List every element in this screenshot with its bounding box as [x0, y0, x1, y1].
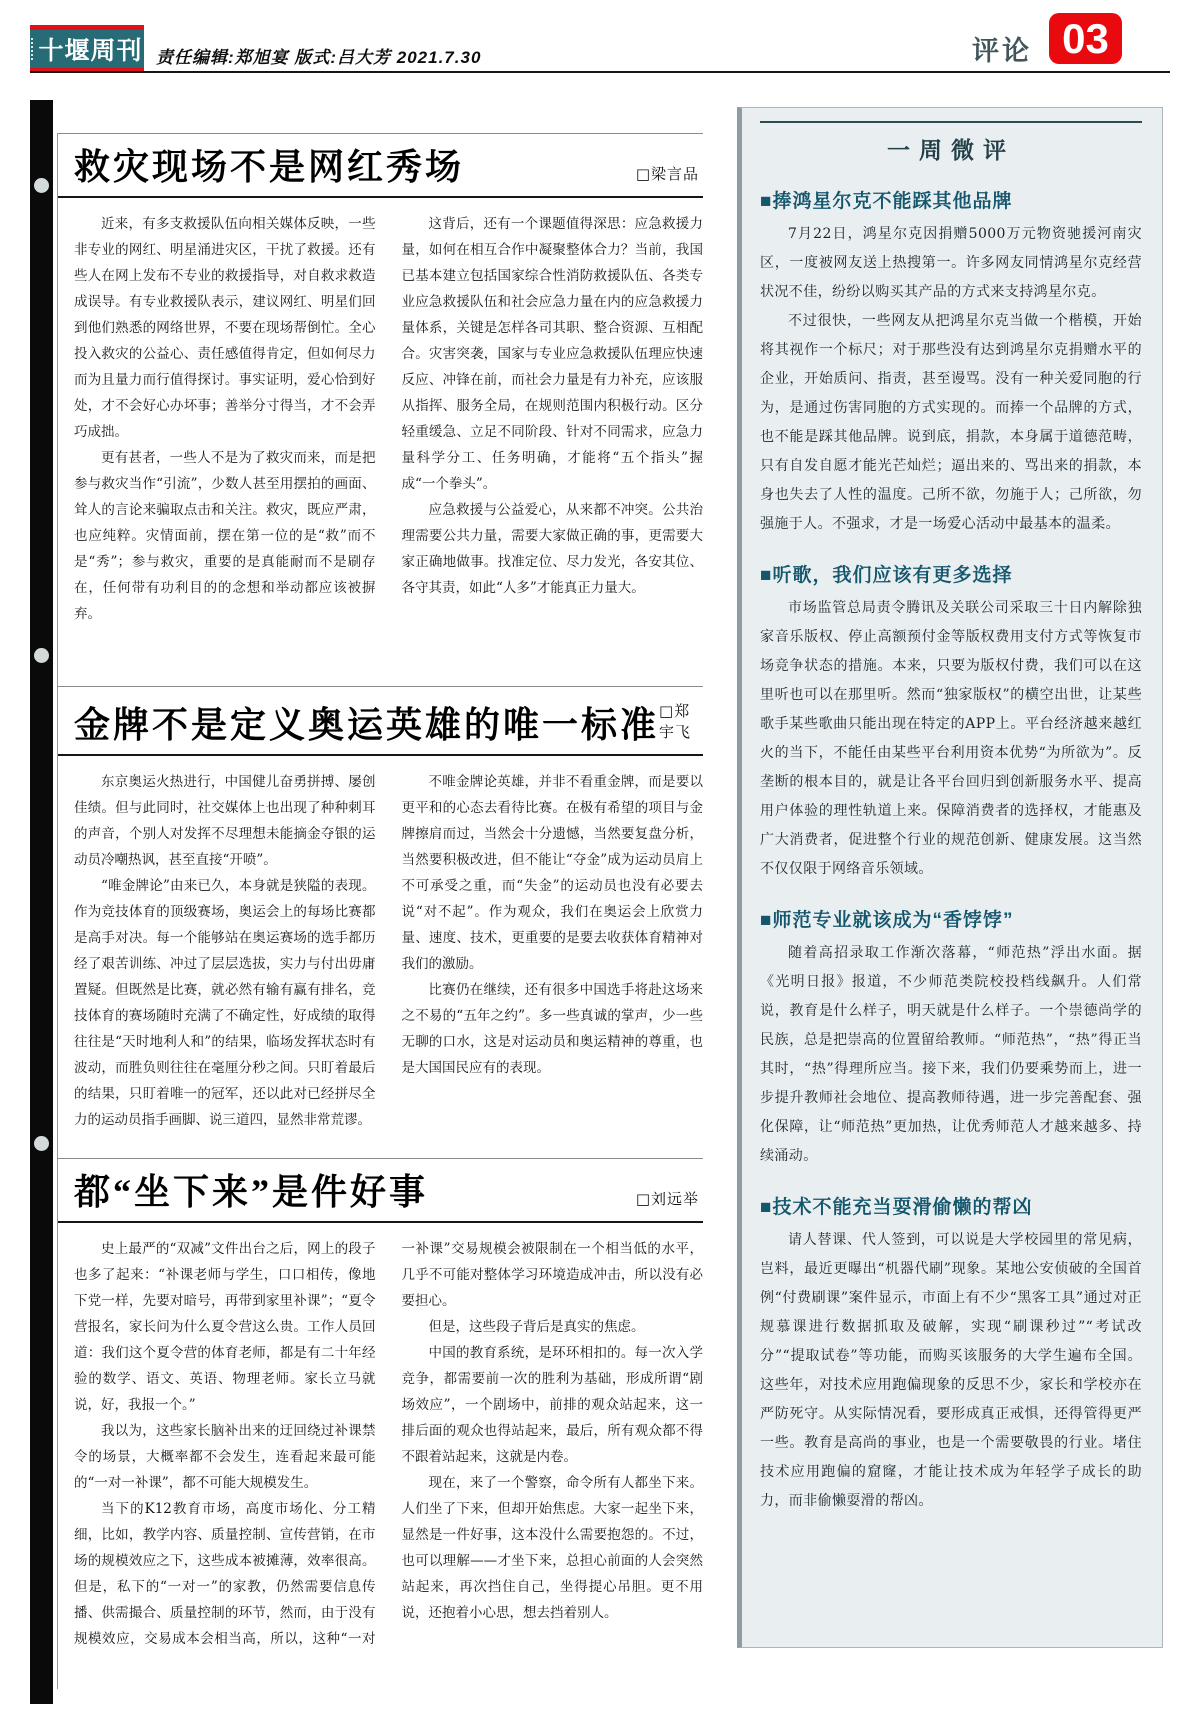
article-paragraph: 东京奥运火热进行，中国健儿奋勇拼搏、屡创佳绩。但与此同时，社交媒体上也出现了种种刺耳的声音，个别人对发挥不尽理想未能摘金夺银的运动员冷嘲热讽，甚至直接“开喷”。: [74, 774, 376, 868]
sidebar-paragraph: 市场监管总局责令腾讯及关联公司采取三十日内解除独家音乐版权、停止高额预付金等版权费用支付方式等恢复市场竞争状态的措施。本来，只要为版权付费，我们可以在这里听也可以在那里听。然而“独家版权”的横空出世，让某些歌手某些歌曲只能出现在特定的APP上。平台经济越来越红火的当下，不能任由某些平台利用资本优势“为所欲为”。反垄断的根本目的，就是让各平台回归到创新服务水平、提高用户体验的理性轨道上来。保障消费者的选择权，才能惠及广大消费者，促进整个行业的规范创新、健康发展。这当然不仅仅限于网络音乐领域。: [760, 600, 1142, 877]
article-paragraph: 中国的教育系统，是环环相扣的。每一次入学竞争，都需要前一次的胜利为基础，形成所谓“剧场效应”，一个剧场中，前排的观众站起来，这一排后面的观众也得站起来，最后，所有观众都不得不跟着站起来，这就是内卷。: [401, 1345, 703, 1466]
article-paragraph: 我以为，这些家长脑补出来的迂回绕过补课禁令的场景，大概率都不会发生，连看起来最可能的“一对一补课”，都不可能大规模发生。: [74, 1423, 376, 1492]
article-paragraph: 但是，这些段子背后是真实的焦虑。: [428, 1319, 645, 1336]
article-body: [58, 211, 703, 645]
sidebar-section-heading: ■捧鸿星尔克不能踩其他品牌: [760, 191, 1013, 212]
article-author: □梁言品: [635, 165, 699, 184]
article-paragraph: 史上最严的“双减”文件出台之后，网上的段子也多了起来：“补课老师与学生，口口相传，像地下党一样，先要对暗号，再带到家里补课”；“夏令营报名，家长问为什么夏令营这么贵。工作人员回道：我们这个夏令营的体育老师，都是有二十年经验的数学、语文、英语、物理老师。家长立马就说，好，我报一个。”: [74, 1241, 376, 1414]
title-divider: [58, 754, 703, 756]
sidebar-paragraph: 随着高招录取工作渐次落幕，“师范热”浮出水面。据《光明日报》报道，不少师范类院校投档线飙升。人们常说，教育是什么样子，明天就是什么样子。一个崇德尚学的民族，总是把崇高的位置留给教师。“师范热”，“热”得正当其时，“热”得理所应当。接下来，我们仍要乘势而上，进一步提升教师社会地位、提高教师待遇，进一步完善配套、强化保障，让“师范热”更加热，让优秀师范人才越来越多、持续涌动。: [760, 945, 1142, 1164]
article-author: □郑宇飞: [659, 702, 692, 741]
sidebar-section-heading: ■师范专业就该成为“香饽饽”: [760, 910, 1014, 931]
masthead-logo: [30, 25, 144, 73]
article-author: □刘远举: [635, 1190, 699, 1209]
sidebar-weekly-review: [737, 107, 1163, 1648]
editor-line: 责任编辑:郑旭宴 版式:吕大芳 2021.7.30: [156, 48, 482, 67]
sidebar-section: [760, 905, 1142, 1171]
sidebar-section: [760, 186, 1142, 539]
article-sit-down: [58, 1158, 703, 1652]
masthead-title: 十堰周刊: [38, 38, 143, 65]
title-divider: [58, 1221, 703, 1223]
article-header: [58, 687, 703, 754]
header-divider: [30, 71, 1170, 73]
page-number-badge: 03: [1049, 13, 1122, 64]
binding-strip: [30, 100, 53, 1704]
sidebar-paragraph: 7月22日，鸿星尔克因捐赠5000万元物资驰援河南灾区，一度被网友送上热搜第一。许多网友同情鸿星尔克经营状况不佳，纷纷以购买其产品的方式来支持鸿星尔克。: [760, 226, 1142, 300]
sidebar-section: [760, 1192, 1142, 1516]
article-paragraph: 比赛仍在继续，还有很多中国选手将赴这场来之不易的“五年之约”。多一些真诚的掌声，少一些无聊的口水，这是对运动员和奥运精神的尊重，也是大国国民应有的表现。: [401, 982, 703, 1076]
article-header: [58, 134, 703, 196]
section-label: 评论: [972, 36, 1032, 66]
sidebar-paragraph: 不过很快，一些网友从把鸿星尔克当做一个楷模，开始将其视作一个标尺；对于那些没有达到鸿星尔克捐赠水平的企业，开始质问、指责，甚至谩骂。没有一种关爱同胞的行为，是通过伤害同胞的方式实现的。而捧一个品牌的方式，也不能是踩其他品牌。说到底，捐款，本身属于道德范畴，只有自发自愿才能光芒灿烂；逼出来的、骂出来的捐款，本身也失去了人性的温度。己所不欲，勿施于人；己所欲，勿强施于人。不强求，才是一场爱心活动中最基本的温柔。: [760, 313, 1142, 532]
title-divider: [58, 196, 703, 198]
binding-hole: [34, 648, 49, 663]
article-rescue-scene: [58, 133, 703, 645]
sidebar-paragraph: 请人替课、代人签到，可以说是大学校园里的常见病，岂料，最近更曝出“机器代刷”现象。某地公安侦破的全国首例“付费刷课”案件显示，市面上有不少“黑客工具”通过对正规慕课进行数据抓取及破解，实现“刷课秒过”“考试改分”“提取试卷”等功能，而购买该服务的大学生遍布全国。这些年，对技术应用跑偏现象的反思不少，家长和学校亦在严防死守。从实际情况看，要形成真正戒惧，还得管得更严一些。教育是高尚的事业，也是一个需要敬畏的行业。堵住技术应用跑偏的窟窿，才能让技术成为年轻学子成长的助力，而非偷懒耍滑的帮凶。: [760, 1232, 1142, 1509]
article-header: [58, 1159, 703, 1221]
article-paragraph: 近来，有多支救援队伍向相关媒体反映，一些非专业的网红、明星涌进灾区，干扰了救援。还有些人在网上发布不专业的救援指导，对自救求救造成误导。有专业救援队表示，建议网红、明星们回到他们熟悉的网络世界，不要在现场帮倒忙。全心投入救灾的公益心、责任感值得肯定，但如何尽力而为且量力而行值得探讨。事实证明，爱心恰到好处，才不会好心办坏事；善举分寸得当，才不会弄巧成拙。: [74, 216, 376, 441]
article-paragraph: 更有甚者，一些人不是为了救灾而来，而是把参与救灾当作“引流”，少数人甚至用摆拍的画面、耸人的言论来骗取点击和关注。救灾，既应严肃，也应纯粹。灾情面前，摆在第一位的是“救”而不是“秀”；参与救灾，重要的是真能耐而不是刷存在，任何带有功利目的的念想和举动都应该被摒弃。: [74, 450, 376, 623]
article-gold-medal: [58, 686, 703, 1147]
article-paragraph: 当下的K12教育市场，高度市场化、分工精细，比如，教学内容、质量控制、宣传营销，在市场的规模效应之下，这些成本被摊薄，效率很高。但是，私下的“一对一”的家教，仍然需要信息传播、供需撮合、质量控制的环节，然而，由于没有规模效应，交易成本会相当高，所以，这种“一对一补课”交易规模会被限制在一个相当低的水平，几乎不可能对整体学习环境造成冲击，所以没有必要担心。: [74, 1241, 703, 1648]
article-title: 救灾现场不是网红秀场: [74, 147, 465, 187]
article-body: [58, 769, 703, 1147]
binding-hole: [34, 178, 49, 193]
article-paragraph: 这背后，还有一个课题值得深思：应急救援力量，如何在相互合作中凝聚整体合力？当前，我国已基本建立包括国家综合性消防救援队伍、各类专业应急救援队伍和社会应急力量在内的应急救援力量体系，关键是怎样各司其职、整合资源、互相配合。灾害突袭，国家与专业应急救援队伍理应快速反应、冲锋在前，而社会力量是有力补充，应该服从指挥、服务全局，在规则范围内积极行动。区分轻重缓急、立足不同阶段、针对不同需求，应急力量科学分工、任务明确，才能将“五个指头”握成“一个拳头”。: [401, 216, 703, 493]
logo-dots-decoration: [31, 38, 33, 60]
sidebar-section-heading: ■听歌，我们应该有更多选择: [760, 565, 1013, 586]
article-paragraph: “唯金牌论”由来已久，本身就是狭隘的表现。作为竞技体育的顶级赛场，奥运会上的每场比赛都是高手对决。每一个能够站在奥运赛场的选手都历经了艰苦训练、冲过了层层选拔，实力与付出毋庸置疑。但既然是比赛，就必然有输有赢有排名，竞技体育的赛场随时充满了不确定性，好成绩的取得往往是“天时地利人和”的结果，临场发挥状态时有波动，而胜负则往往在毫厘分秒之间。只盯着最后的结果，只盯着唯一的冠军，还以此对已经拼尽全力的运动员指手画脚、说三道四，显然非常荒谬。: [74, 878, 376, 1128]
article-body: [58, 1236, 703, 1652]
binding-hole: [34, 1136, 49, 1151]
article-paragraph: 现在，来了一个警察，命令所有人都坐下来。人们坐了下来，但却开始焦虑。大家一起坐下来，显然是一件好事，这本没什么需要抱怨的。不过，也可以理解——才坐下来，总担心前面的人会突然站起来，再次挡住自己，坐得提心吊胆。更不用说，还抱着小心思，想去挡着别人。: [401, 1475, 703, 1622]
sidebar-section-heading: ■技术不能充当耍滑偷懒的帮凶: [760, 1197, 1033, 1218]
sidebar-section: [760, 560, 1142, 884]
article-title: 都“坐下来”是件好事: [74, 1172, 429, 1212]
article-paragraph: 不唯金牌论英雄，并非不看重金牌，而是要以更平和的心态去看待比赛。在极有希望的项目与金牌擦肩而过，当然会十分遗憾，当然要复盘分析，当然要积极改进，但不能让“夺金”成为运动员肩上不可承受之重，而“失金”的运动员也没有必要去说“对不起”。作为观众，我们在奥运会上欣赏力量、速度、技术，更重要的是要去收获体育精神对我们的激励。: [401, 774, 703, 972]
sidebar-title: 一周微评: [760, 121, 1142, 165]
article-paragraph: 应急救援与公益爱心，从来都不冲突。公共治理需要公共力量，需要大家做正确的事，更需要大家正确地做事。找准定位、尽力发光，各安其位、各守其责，如此“人多”才能真正力量大。: [401, 502, 703, 597]
article-title: 金牌不是定义奥运英雄的唯一标准: [74, 704, 660, 745]
